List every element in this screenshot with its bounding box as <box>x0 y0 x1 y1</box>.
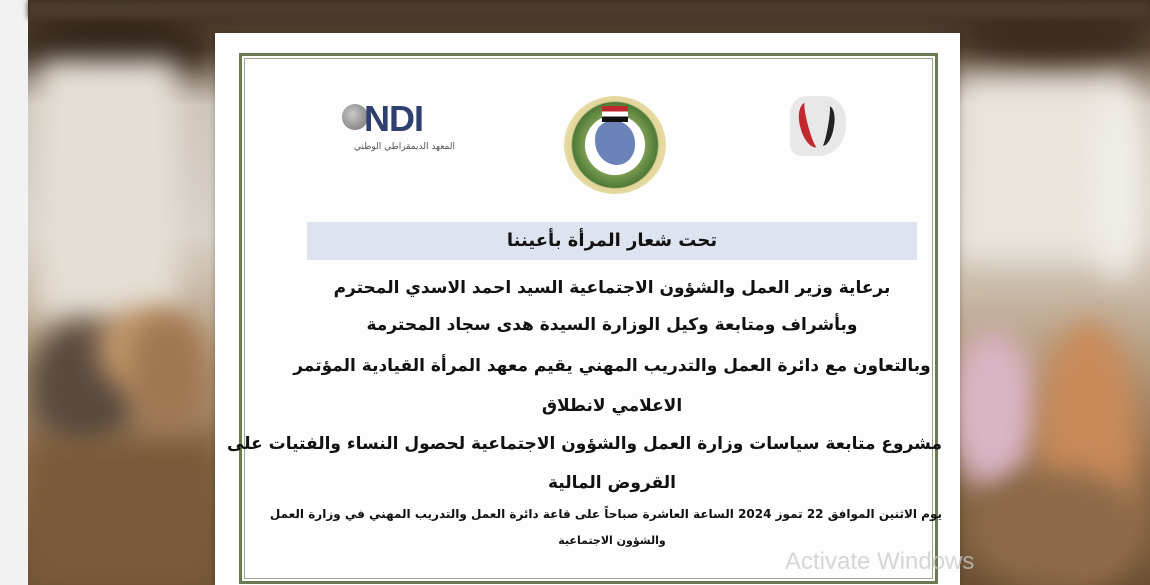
poster-line: القروض المالية <box>548 473 676 493</box>
ndi-logo-arabic: المعهد الديمقراطي الوطني <box>353 142 455 152</box>
poster-line: برعاية وزير العمل والشؤون الاجتماعية السيد احمد الاسدي المحترم <box>333 278 891 298</box>
iraq-map-icon <box>595 121 635 165</box>
poster-line: وبأشراف ومتابعة وكيل الوزارة السيدة هدى سجاد المحترمة <box>366 315 858 335</box>
poster-line: وبالتعاون مع دائرة العمل والتدريب المهني يقيم معهد المرأة القيادية المؤتمر <box>293 356 931 376</box>
poster-date-line: والشؤون الاجتماعية <box>558 534 666 547</box>
poster-date-line: يوم الاثنين الموافق 22 تموز 2024 الساعة العاشرة صباحاً على قاعة دائرة العمل والتدريب المهني في وزارة العمل <box>269 507 942 521</box>
poster-line: مشروع متابعة سياسات وزارة العمل والشؤون الاجتماعية لحصول النساء والفتيات على <box>226 434 942 454</box>
flag-icon <box>602 106 628 122</box>
poster-title: تحت شعار المرأة بأعيننا <box>506 230 718 251</box>
ministry-seal-logo <box>560 96 670 196</box>
poster-line: الاعلامي لانطلاق <box>541 396 683 416</box>
ndi-logo-text: NDI <box>364 98 423 139</box>
ndi-logo <box>342 98 467 178</box>
left-margin <box>0 0 28 585</box>
poster-title-band <box>307 222 917 260</box>
event-poster <box>215 33 960 585</box>
activation-watermark: Activate Windows <box>785 548 975 575</box>
top-band <box>28 0 1150 18</box>
poster-border <box>226 53 942 584</box>
women-leadership-institute-logo <box>772 96 862 196</box>
